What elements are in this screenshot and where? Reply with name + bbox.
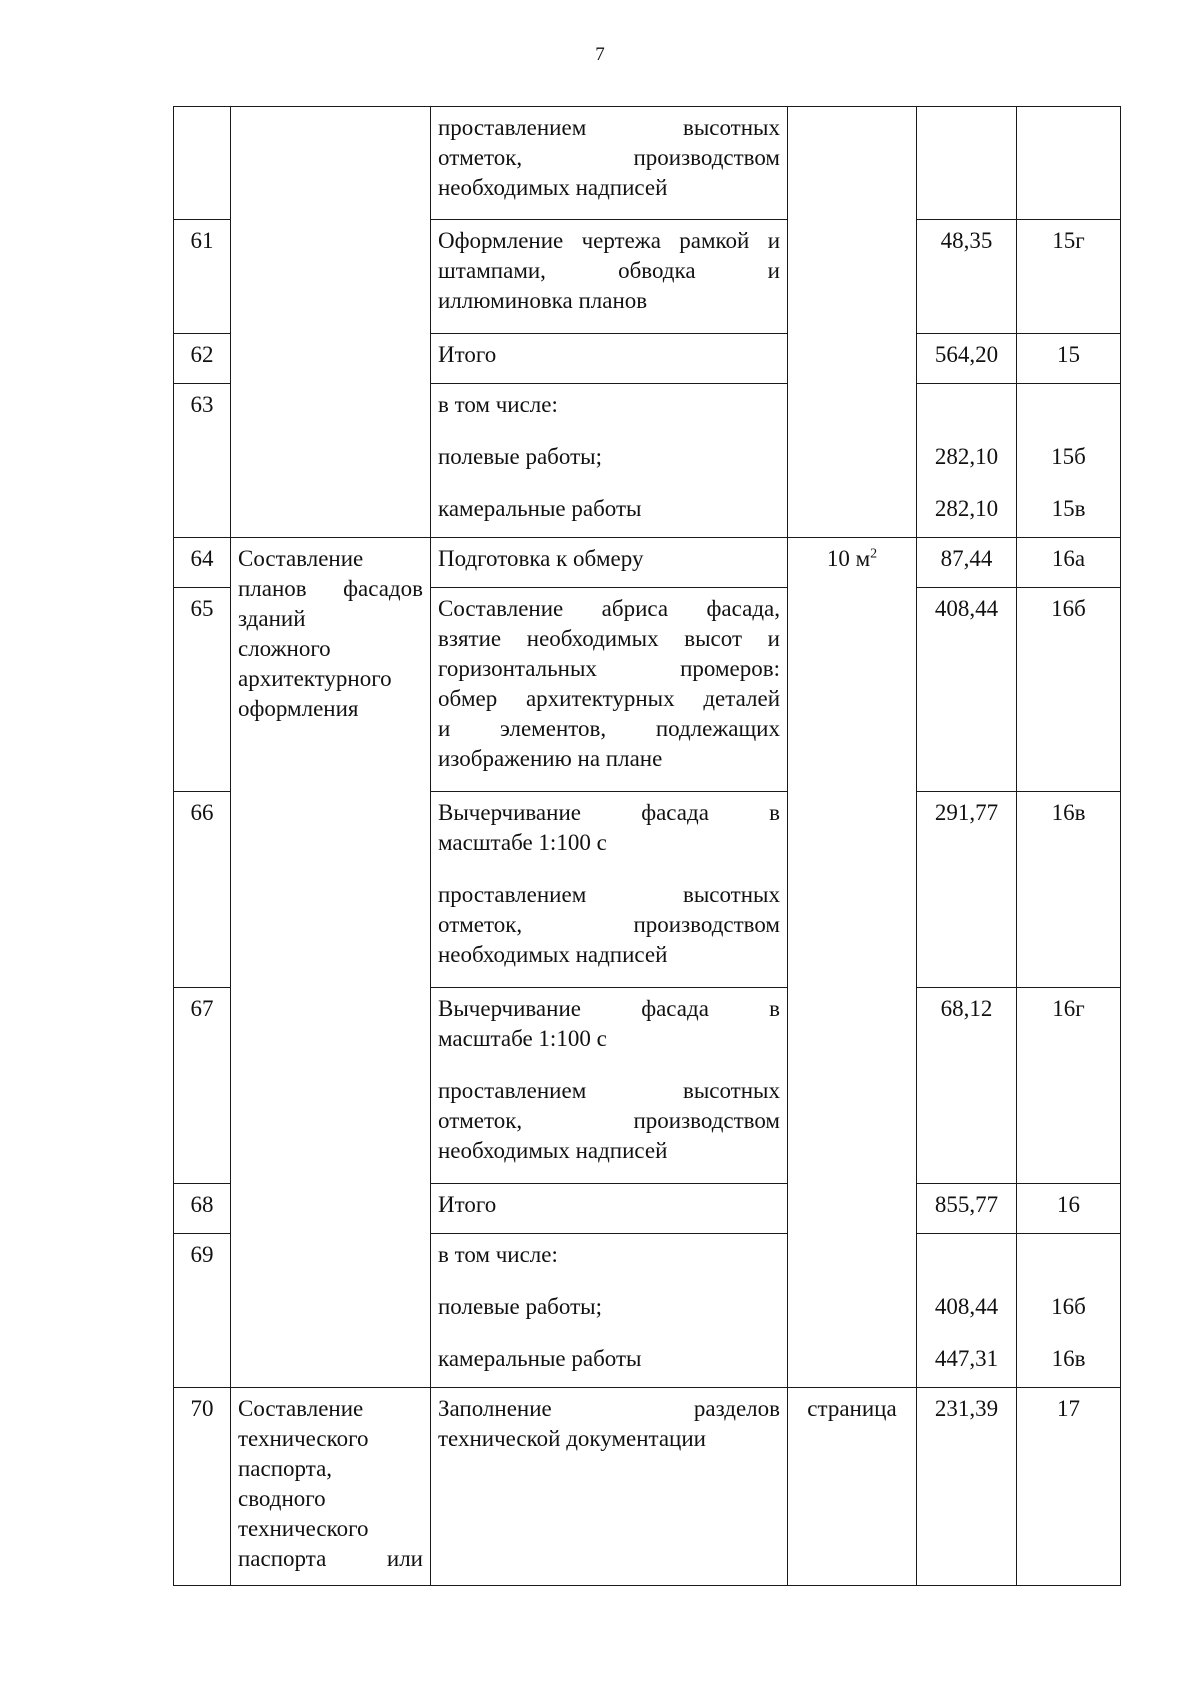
row-description: Оформление чертежа рамкой и штампами, обводка и иллюминовка планов <box>431 220 788 334</box>
row-code: 16а <box>1017 538 1121 588</box>
row-norm: 87,44 <box>917 538 1017 588</box>
row-code: 17 <box>1017 1388 1121 1586</box>
row-number: 64 <box>174 538 231 588</box>
row-number: 63 <box>174 384 231 538</box>
row-code <box>1017 107 1121 220</box>
row-norm: 68,12 <box>917 988 1017 1184</box>
row-description: в том числе: полевые работы; камеральные работы <box>431 1234 788 1388</box>
unit-cell: страница <box>788 1388 917 1586</box>
table-row <box>174 538 1121 588</box>
row-norm: 408,44 447,31 <box>917 1234 1017 1388</box>
row-code: 16б <box>1017 588 1121 792</box>
row-norm: 564,20 <box>917 334 1017 384</box>
row-description: Составление абриса фасада, взятие необходимых высот и горизонтальных промеров: обмер архитектурных деталей и элементов, подлежащих изображению на плане <box>431 588 788 792</box>
row-code: 15б 15в <box>1017 384 1121 538</box>
row-description: проставлением высотных отметок, производством необходимых надписей <box>431 107 788 220</box>
row-code: 16в <box>1017 792 1121 988</box>
row-description: в том числе: полевые работы; камеральные работы <box>431 384 788 538</box>
row-norm: 408,44 <box>917 588 1017 792</box>
page-number: 7 <box>595 44 605 65</box>
row-code: 16 <box>1017 1184 1121 1234</box>
row-norm: 231,39 <box>917 1388 1017 1586</box>
row-norm <box>917 107 1017 220</box>
row-description: Заполнение разделов технической документации <box>431 1388 788 1586</box>
row-norm: 291,77 <box>917 792 1017 988</box>
table-row <box>174 107 1121 220</box>
row-description: Подготовка к обмеру <box>431 538 788 588</box>
row-code: 15г <box>1017 220 1121 334</box>
row-description: Вычерчивание фасада в масштабе 1:100 с проставлением высотных отметок, производством необходимых надписей <box>431 988 788 1184</box>
row-number: 65 <box>174 588 231 792</box>
work-type-cell <box>231 107 431 538</box>
work-type-cell: Составление технического паспорта, сводного технического паспорта или <box>231 1388 431 1586</box>
row-number: 62 <box>174 334 231 384</box>
unit-cell: 10 $м^2$ <box>788 538 917 1388</box>
row-code: 15 <box>1017 334 1121 384</box>
row-number: 61 <box>174 220 231 334</box>
row-code: 16г <box>1017 988 1121 1184</box>
row-norm: 282,10 282,10 <box>917 384 1017 538</box>
row-norm: 48,35 <box>917 220 1017 334</box>
row-description: Итого <box>431 334 788 384</box>
row-code: 16б 16в <box>1017 1234 1121 1388</box>
row-number: 70 <box>174 1388 231 1586</box>
row-number <box>174 107 231 220</box>
row-description: Вычерчивание фасада в масштабе 1:100 с проставлением высотных отметок, производством необходимых надписей <box>431 792 788 988</box>
table-row <box>174 1388 1121 1586</box>
row-norm: 855,77 <box>917 1184 1017 1234</box>
row-number: 68 <box>174 1184 231 1234</box>
row-number: 66 <box>174 792 231 988</box>
row-number: 67 <box>174 988 231 1184</box>
work-type-cell: Составление планов фасадов зданий сложного архитектурного оформления <box>231 538 431 1388</box>
row-number: 69 <box>174 1234 231 1388</box>
unit-cell <box>788 107 917 538</box>
row-description: Итого <box>431 1184 788 1234</box>
norms-table <box>173 106 1121 1586</box>
